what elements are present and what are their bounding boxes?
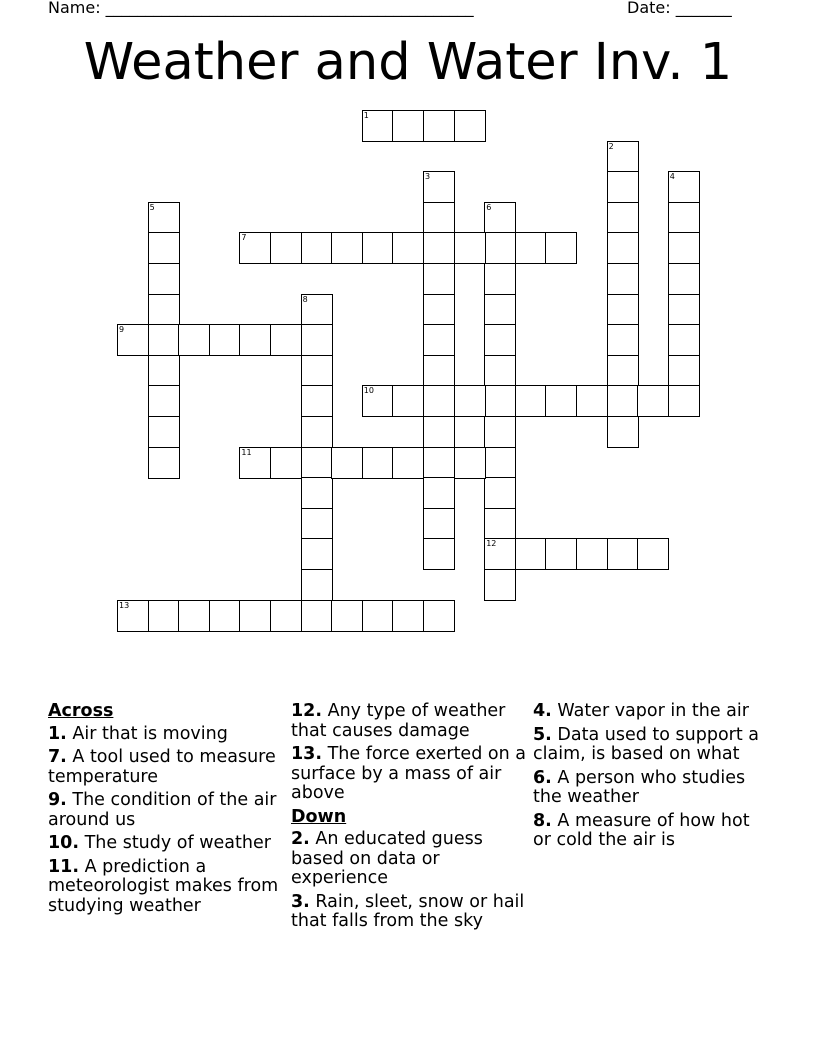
grid-cell[interactable] bbox=[117, 324, 149, 356]
grid-cell[interactable] bbox=[484, 508, 516, 540]
grid-cell[interactable] bbox=[423, 538, 455, 570]
grid-cell[interactable] bbox=[423, 447, 455, 479]
grid-cell[interactable] bbox=[576, 385, 608, 417]
grid-cell[interactable] bbox=[515, 385, 547, 417]
clue-text: Air that is moving bbox=[72, 723, 228, 744]
grid-cell[interactable] bbox=[362, 447, 394, 479]
grid-cell[interactable] bbox=[301, 355, 333, 387]
grid-cell[interactable] bbox=[484, 385, 516, 417]
grid-cell[interactable] bbox=[484, 569, 516, 601]
grid-cell[interactable] bbox=[484, 355, 516, 387]
clue-number: 9. bbox=[48, 790, 67, 810]
clue-down-4 bbox=[533, 702, 769, 722]
grid-cell[interactable] bbox=[239, 324, 271, 356]
clue-number: 6. bbox=[533, 767, 552, 788]
grid-cell[interactable] bbox=[607, 294, 639, 326]
grid-cell[interactable] bbox=[331, 232, 363, 264]
clue-down-6 bbox=[533, 769, 769, 808]
clue-number: 5. bbox=[533, 724, 552, 745]
grid-cell[interactable] bbox=[178, 600, 210, 632]
clue-text: Rain, sleet, snow or hail that falls from the sky bbox=[291, 891, 525, 931]
clue-text: The study of weather bbox=[84, 833, 271, 853]
clue-text: A tool used to measure temperature bbox=[48, 747, 276, 787]
cell-number: 10 bbox=[363, 386, 374, 396]
clues-column-3 bbox=[533, 702, 769, 855]
grid-cell[interactable] bbox=[484, 324, 516, 356]
clue-number: 4. bbox=[533, 701, 552, 721]
clue-number: 11. bbox=[48, 856, 80, 877]
grid-cell[interactable] bbox=[668, 324, 700, 356]
grid-cell[interactable] bbox=[668, 355, 700, 387]
grid-cell[interactable] bbox=[423, 324, 455, 356]
clue-down-2 bbox=[291, 830, 527, 889]
grid-cell[interactable] bbox=[668, 385, 700, 417]
cell-number: 4 bbox=[669, 172, 675, 182]
clue-across-12 bbox=[291, 702, 527, 741]
grid-cell[interactable] bbox=[148, 416, 180, 448]
cell-number: 5 bbox=[149, 202, 155, 212]
grid-cell[interactable] bbox=[148, 232, 180, 264]
grid-cell[interactable] bbox=[239, 600, 271, 632]
grid-cell[interactable] bbox=[607, 324, 639, 356]
clue-text: A measure of how hot or cold the air is bbox=[533, 810, 750, 850]
page-title: Weather and Water Inv. 1 bbox=[83, 33, 733, 92]
grid-cell[interactable] bbox=[301, 294, 333, 326]
clue-number: 3. bbox=[291, 891, 310, 912]
grid-cell[interactable] bbox=[637, 538, 669, 570]
grid-cell[interactable] bbox=[607, 263, 639, 295]
clue-number: 7. bbox=[48, 747, 67, 767]
grid-cell[interactable] bbox=[423, 202, 455, 234]
grid-cell[interactable] bbox=[545, 538, 577, 570]
cell-number: 1 bbox=[363, 111, 369, 120]
grid-cell[interactable] bbox=[454, 385, 486, 417]
grid-cell[interactable] bbox=[178, 324, 210, 356]
clue-across-13 bbox=[291, 745, 527, 804]
name-line: Name: ______________________________________________ bbox=[48, 0, 474, 17]
clue-text: A prediction a meteorologist makes from studying weather bbox=[48, 856, 279, 916]
grid-cell[interactable] bbox=[423, 232, 455, 264]
grid-cell[interactable] bbox=[209, 600, 241, 632]
grid-cell[interactable] bbox=[239, 232, 271, 264]
grid-cell[interactable] bbox=[148, 355, 180, 387]
clue-number: 10. bbox=[48, 833, 80, 853]
grid-cell[interactable] bbox=[362, 385, 394, 417]
grid-cell[interactable] bbox=[423, 385, 455, 417]
grid-cell[interactable] bbox=[301, 447, 333, 479]
clue-across-9 bbox=[48, 791, 284, 830]
grid-cell[interactable] bbox=[484, 202, 516, 234]
date-line: Date: _______ bbox=[627, 0, 732, 17]
grid-cell[interactable] bbox=[454, 447, 486, 479]
grid-cell[interactable] bbox=[301, 508, 333, 540]
grid-cell[interactable] bbox=[668, 202, 700, 234]
clue-across-7 bbox=[48, 748, 284, 787]
grid-cell[interactable] bbox=[392, 447, 424, 479]
grid-cell[interactable] bbox=[148, 263, 180, 295]
grid-cell[interactable] bbox=[392, 232, 424, 264]
grid-cell[interactable] bbox=[392, 110, 424, 142]
grid-cell[interactable] bbox=[270, 447, 302, 479]
cell-number: 13 bbox=[119, 600, 130, 610]
grid-cell[interactable] bbox=[454, 232, 486, 264]
clue-down-8 bbox=[533, 812, 769, 851]
clue-number: 2. bbox=[291, 829, 310, 849]
grid-cell[interactable] bbox=[545, 385, 577, 417]
grid-cell[interactable] bbox=[270, 232, 302, 264]
grid-cell[interactable] bbox=[515, 232, 547, 264]
cell-number: 9 bbox=[119, 325, 125, 335]
across-heading: Across bbox=[48, 701, 114, 721]
grid-cell[interactable] bbox=[148, 447, 180, 479]
grid-cell[interactable] bbox=[484, 447, 516, 479]
clue-down-3 bbox=[291, 893, 527, 932]
clue-text: The condition of the air around us bbox=[48, 790, 277, 830]
grid-cell[interactable] bbox=[148, 202, 180, 234]
cell-number: 11 bbox=[241, 447, 252, 457]
grid-cell[interactable] bbox=[362, 110, 394, 142]
grid-cell[interactable] bbox=[668, 294, 700, 326]
grid-cell[interactable] bbox=[362, 232, 394, 264]
grid-cell[interactable] bbox=[607, 538, 639, 570]
grid-cell[interactable] bbox=[484, 477, 516, 509]
cell-number: 7 bbox=[241, 233, 247, 243]
grid-cell[interactable] bbox=[270, 324, 302, 356]
grid-cell[interactable] bbox=[148, 600, 180, 632]
grid-cell[interactable] bbox=[484, 263, 516, 295]
clue-text: Data used to support a claim, is based on what bbox=[533, 724, 760, 764]
grid-cell[interactable] bbox=[668, 263, 700, 295]
clues-column-1 bbox=[48, 702, 284, 920]
clue-across-11 bbox=[48, 858, 284, 917]
grid-cell[interactable] bbox=[484, 416, 516, 448]
grid-cell[interactable] bbox=[392, 600, 424, 632]
cell-number: 3 bbox=[425, 172, 431, 182]
grid-cell[interactable] bbox=[545, 232, 577, 264]
clue-number: 12. bbox=[291, 701, 323, 721]
grid-cell[interactable] bbox=[362, 600, 394, 632]
grid-cell[interactable] bbox=[301, 416, 333, 448]
clue-across-1 bbox=[48, 725, 284, 745]
down-heading: Down bbox=[291, 806, 347, 827]
clue-text: The force exerted on a surface by a mass of air above bbox=[291, 744, 526, 803]
grid-cell[interactable] bbox=[301, 324, 333, 356]
grid-cell[interactable] bbox=[454, 110, 486, 142]
grid-cell[interactable] bbox=[484, 294, 516, 326]
grid-cell[interactable] bbox=[239, 447, 271, 479]
clue-down-5 bbox=[533, 726, 769, 765]
grid-cell[interactable] bbox=[423, 294, 455, 326]
clue-text: Any type of weather that causes damage bbox=[291, 701, 506, 741]
grid-cell[interactable] bbox=[607, 141, 639, 173]
grid-cell[interactable] bbox=[515, 538, 547, 570]
grid-cell[interactable] bbox=[301, 600, 333, 632]
grid-cell[interactable] bbox=[423, 416, 455, 448]
clue-number: 13. bbox=[291, 744, 323, 764]
grid-cell[interactable] bbox=[668, 232, 700, 264]
grid-cell[interactable] bbox=[423, 171, 455, 203]
grid-cell[interactable] bbox=[148, 294, 180, 326]
cell-number: 8 bbox=[302, 294, 308, 304]
clues-column-2 bbox=[291, 702, 527, 936]
clue-across-10 bbox=[48, 834, 284, 854]
grid-cell[interactable] bbox=[668, 171, 700, 203]
grid-cell[interactable] bbox=[607, 171, 639, 203]
grid-cell[interactable] bbox=[607, 232, 639, 264]
clue-text: A person who studies the weather bbox=[533, 767, 746, 807]
grid-cell[interactable] bbox=[423, 477, 455, 509]
grid-cell[interactable] bbox=[637, 385, 669, 417]
grid-cell[interactable] bbox=[270, 600, 302, 632]
clue-number: 8. bbox=[533, 810, 552, 831]
grid-cell[interactable] bbox=[148, 324, 180, 356]
grid-cell[interactable] bbox=[209, 324, 241, 356]
grid-cell[interactable] bbox=[607, 355, 639, 387]
cell-number: 12 bbox=[486, 539, 497, 549]
grid-cell[interactable] bbox=[392, 385, 424, 417]
grid-cell[interactable] bbox=[148, 385, 180, 417]
grid-cell[interactable] bbox=[301, 569, 333, 601]
grid-cell[interactable] bbox=[484, 232, 516, 264]
grid-cell[interactable] bbox=[301, 232, 333, 264]
grid-cell[interactable] bbox=[423, 110, 455, 142]
grid-cell[interactable] bbox=[331, 600, 363, 632]
grid-cell[interactable] bbox=[423, 263, 455, 295]
grid-cell[interactable] bbox=[301, 477, 333, 509]
grid-cell[interactable] bbox=[301, 385, 333, 417]
clue-text: An educated guess based on data or experience bbox=[291, 829, 483, 888]
grid-cell[interactable] bbox=[423, 600, 455, 632]
grid-cell[interactable] bbox=[607, 385, 639, 417]
clue-text: Water vapor in the air bbox=[557, 701, 749, 721]
grid-cell[interactable] bbox=[423, 508, 455, 540]
cell-number: 6 bbox=[486, 202, 492, 212]
cell-number: 2 bbox=[608, 141, 614, 151]
grid-cell[interactable] bbox=[607, 202, 639, 234]
clue-number: 1. bbox=[48, 723, 67, 744]
grid-cell[interactable] bbox=[607, 416, 639, 448]
grid-cell[interactable] bbox=[484, 538, 516, 570]
grid-cell[interactable] bbox=[576, 538, 608, 570]
grid-cell[interactable] bbox=[301, 538, 333, 570]
grid-cell[interactable] bbox=[331, 447, 363, 479]
grid-cell[interactable] bbox=[423, 355, 455, 387]
grid-cell[interactable] bbox=[117, 600, 149, 632]
